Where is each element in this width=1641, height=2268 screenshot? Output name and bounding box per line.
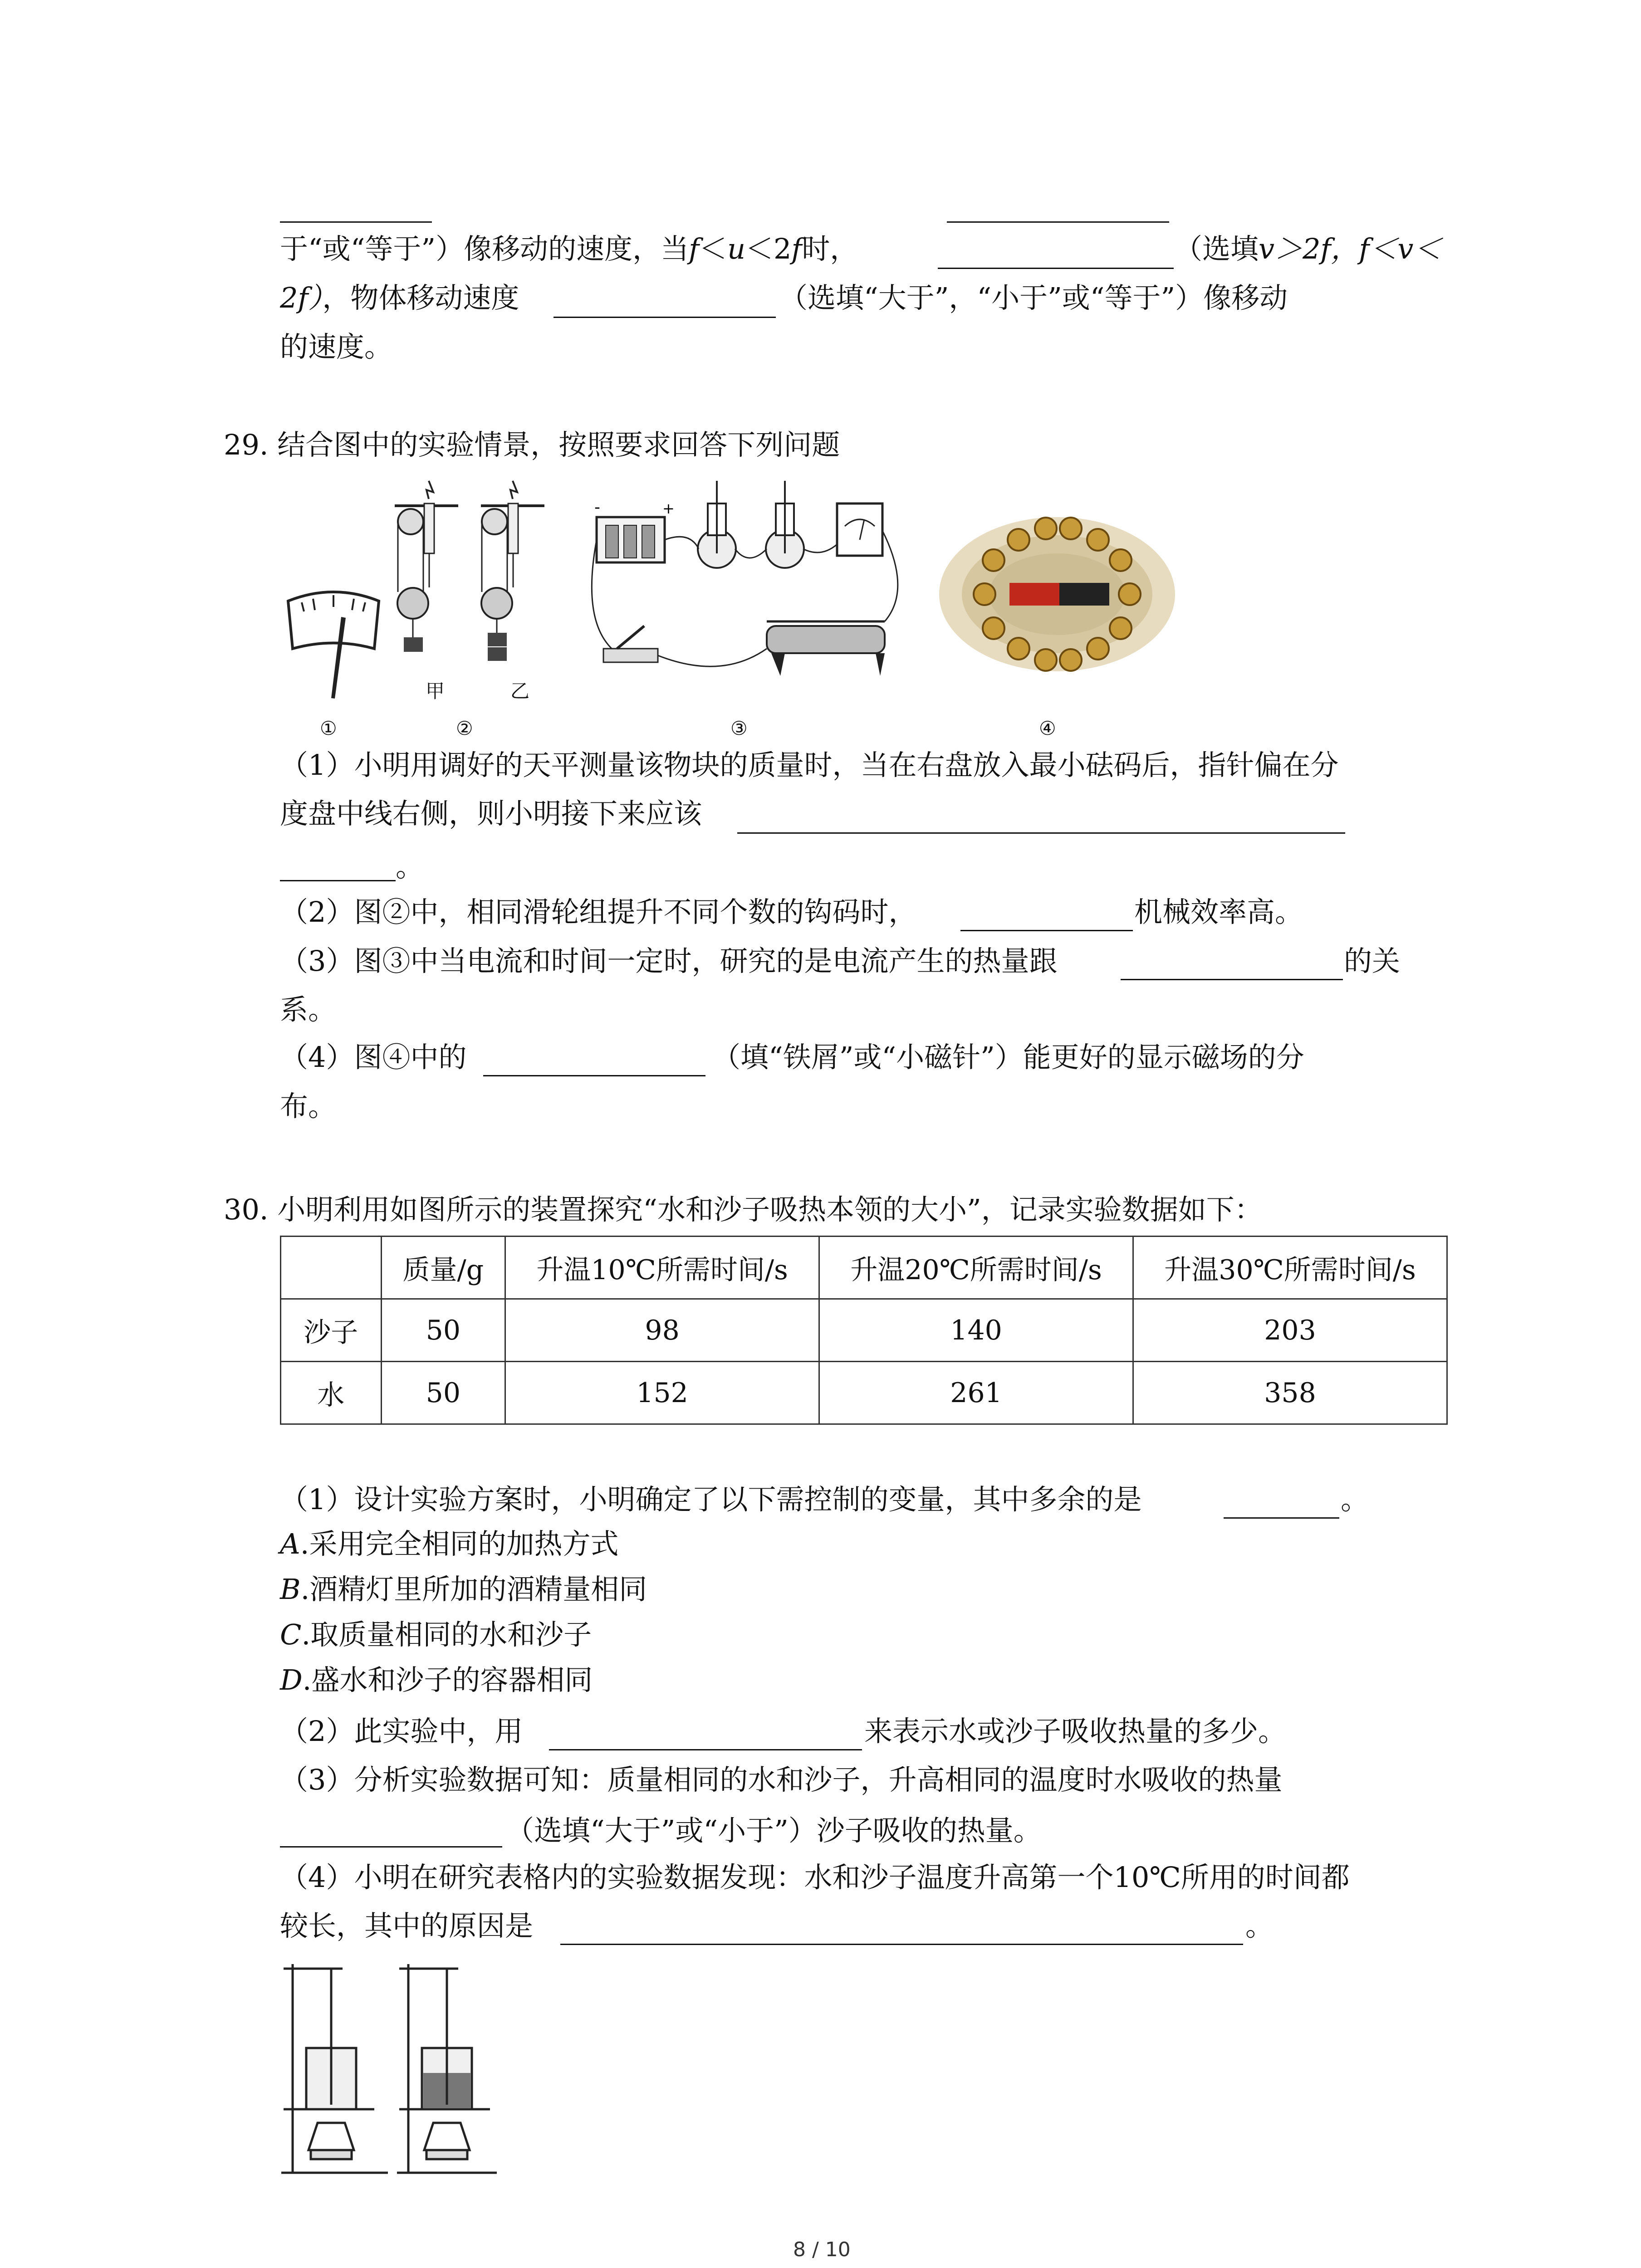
pulley-figure — [390, 479, 558, 696]
text: （1）设计实验方案时，小明确定了以下需控制的变量，其中多余的是 — [280, 1483, 1142, 1516]
text: 来表示水或沙子吸收热量的多少。 — [864, 1715, 1287, 1748]
text: （2）此实验中，用 — [280, 1715, 523, 1748]
answer-blank[interactable] — [554, 317, 776, 318]
option-a — [280, 1527, 619, 1560]
answer-blank[interactable] — [938, 268, 1174, 269]
figure-label-jia: 甲 — [426, 680, 445, 702]
q30-p2-end — [864, 1715, 1287, 1748]
page-number: 8 / 10 — [793, 2238, 851, 2261]
table-header-row — [281, 1237, 1447, 1299]
text: 较长，其中的原因是 — [280, 1909, 534, 1942]
text: 系。 — [280, 993, 337, 1026]
table-header-cell: 升温30℃所需时间/s — [1133, 1237, 1447, 1299]
text: （3）图③中当电流和时间一定时，研究的是电流产生的热量跟 — [280, 944, 1058, 978]
magnet-field-figure — [935, 492, 1180, 696]
q28-line2-option — [779, 281, 1288, 314]
q30-p4 — [280, 1863, 1350, 1892]
table-cell: 152 — [505, 1362, 819, 1424]
q29-p1-line1 — [280, 748, 1339, 782]
text: 29. 结合图中的实验情景，按照要求回答下列问题 — [224, 428, 840, 461]
q30-p3 — [280, 1763, 1283, 1796]
text: 30. 小明利用如图所示的装置探究“水和沙子吸热本领的大小”，记录实验数据如下： — [224, 1193, 1263, 1226]
q29-p3-line2 — [280, 993, 337, 1026]
text: （填“铁屑”或“小磁针”）能更好的显示磁场的分 — [712, 1041, 1304, 1074]
option-letter: A — [280, 1527, 300, 1560]
table-cell: 50 — [381, 1299, 505, 1362]
answer-blank[interactable] — [1121, 979, 1343, 980]
text: （选填 — [1174, 232, 1259, 265]
table-cell: 50 — [381, 1362, 505, 1424]
q30-p1-end — [1341, 1483, 1369, 1516]
figure-label-yi: 乙 — [510, 680, 530, 702]
text: 。 — [396, 850, 424, 883]
text: 时， — [802, 232, 858, 265]
figure-number-3: ③ — [730, 717, 748, 739]
q30-p2 — [280, 1715, 523, 1748]
answer-blank[interactable] — [947, 221, 1169, 223]
q28-line1-option — [1174, 232, 1442, 265]
answer-blank[interactable] — [483, 1075, 705, 1076]
q29-p1-line2 — [280, 797, 702, 830]
text: ，物体移动速度 — [322, 281, 519, 314]
var-f: f — [689, 232, 700, 265]
answer-blank[interactable] — [1224, 1517, 1339, 1519]
option-b — [280, 1573, 647, 1606]
figure-number-2: ② — [456, 717, 473, 739]
text: ＜ — [699, 232, 728, 265]
option-text: .酒精灯里所加的酒精量相同 — [300, 1573, 647, 1606]
q28-line2 — [280, 281, 519, 314]
table-cell: 261 — [819, 1362, 1133, 1424]
q30-stem — [224, 1193, 1263, 1226]
text: （3）分析实验数据可知：质量相同的水和沙子，升高相同的温度时水吸收的热量 — [280, 1763, 1283, 1796]
svg-text:-: - — [594, 498, 600, 517]
text: 。 — [1341, 1483, 1369, 1516]
table-cell: 358 — [1133, 1362, 1447, 1424]
svg-text:+: + — [662, 500, 675, 517]
var-f: f — [791, 232, 802, 265]
table-row — [281, 1362, 1447, 1424]
text: 于“或“等于”）像移动的速度，当 — [280, 232, 689, 265]
text: （4）图④中的 — [280, 1041, 467, 1074]
q30-p4-end — [1245, 1909, 1274, 1942]
q28-line1 — [280, 232, 858, 265]
q29-p2 — [280, 895, 917, 929]
text: 的关 — [1344, 944, 1401, 978]
text: ＜2 — [745, 232, 792, 265]
table-cell: 140 — [819, 1299, 1133, 1362]
table-header-cell: 升温20℃所需时间/s — [819, 1237, 1133, 1299]
balance-scale-figure — [281, 585, 386, 703]
table-cell: 203 — [1133, 1299, 1447, 1362]
q30-p3-line2 — [506, 1814, 1042, 1847]
text: 。 — [1245, 1909, 1274, 1942]
table-header-cell — [281, 1237, 382, 1299]
q29-p1-end — [396, 850, 424, 883]
option-text: .取质量相同的水和沙子 — [301, 1618, 592, 1651]
table-row — [281, 1299, 1447, 1362]
answer-blank[interactable] — [737, 832, 1345, 834]
text: 的速度。 — [280, 330, 393, 363]
text: 2f） — [280, 281, 323, 314]
q29-p3 — [280, 944, 1058, 978]
figure-number-4: ④ — [1039, 717, 1056, 739]
text: （4）小明在研究表格内的实验数据发现：水和沙子温度升高第一个10℃所用的时间都 — [280, 1861, 1350, 1894]
text: （2）图②中，相同滑轮组提升不同个数的钩码时， — [280, 895, 917, 929]
table-header-cell: 质量/g — [381, 1237, 505, 1299]
q30-p4-line2 — [280, 1909, 534, 1942]
table-header-cell: 升温10℃所需时间/s — [505, 1237, 819, 1299]
figure-number-1: ① — [320, 717, 337, 739]
answer-blank[interactable] — [280, 880, 396, 881]
q28-line3 — [280, 330, 393, 363]
heating-apparatus-figure — [279, 1960, 506, 2180]
text: （选填“大于”或“小于”）沙子吸收的热量。 — [506, 1814, 1042, 1847]
q29-p3-end — [1344, 944, 1401, 978]
answer-blank[interactable] — [280, 1846, 502, 1848]
option-text: .采用完全相同的加热方式 — [300, 1527, 619, 1560]
answer-blank[interactable] — [280, 221, 432, 223]
circuit-figure — [585, 476, 916, 694]
answer-blank[interactable] — [549, 1749, 862, 1750]
text: （选填“大于”，“小于”或“等于”）像移动 — [779, 281, 1288, 314]
q29-p4-line2 — [280, 1090, 337, 1123]
experiment-data-table — [280, 1236, 1448, 1425]
option-letter: C — [280, 1618, 302, 1651]
q30-p1 — [280, 1483, 1142, 1516]
text: 布。 — [280, 1090, 337, 1123]
table-cell: 98 — [505, 1299, 819, 1362]
var-u: u — [727, 232, 745, 265]
text: 机械效率高。 — [1134, 895, 1303, 929]
text: （1）小明用调好的天平测量该物块的质量时，当在右盘放入最小砝码后，指针偏在分 — [280, 748, 1339, 782]
option-letter: B — [280, 1573, 301, 1606]
text: v＞2f，f＜v＜ — [1259, 232, 1442, 265]
option-letter: D — [280, 1663, 303, 1696]
q29-p2-end — [1134, 895, 1303, 929]
answer-blank[interactable] — [560, 1944, 1243, 1945]
q29-p4 — [280, 1041, 467, 1074]
table-cell: 沙子 — [281, 1299, 382, 1362]
option-c — [280, 1618, 592, 1651]
q29-stem — [224, 428, 840, 461]
answer-blank[interactable] — [960, 930, 1133, 931]
option-d — [280, 1663, 593, 1696]
option-text: .盛水和沙子的容器相同 — [302, 1663, 593, 1696]
text: 度盘中线右侧，则小明接下来应该 — [280, 797, 702, 830]
table-cell: 水 — [281, 1362, 382, 1424]
q29-p4-end — [712, 1041, 1304, 1074]
